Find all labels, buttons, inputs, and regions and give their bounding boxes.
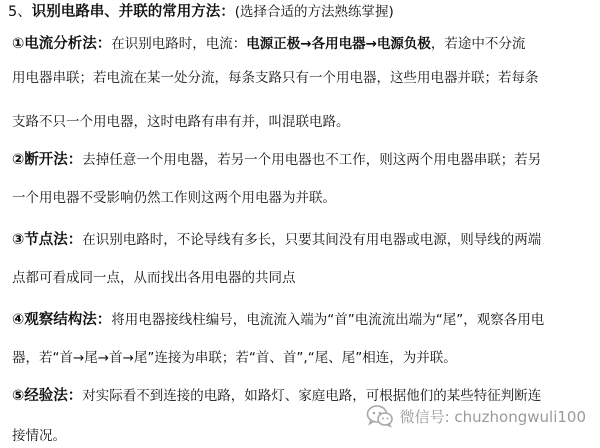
wechat-icon — [366, 404, 394, 428]
method-2-line-1 — [12, 150, 541, 170]
method-4-line-1 — [12, 310, 544, 330]
method-5-line-1 — [12, 386, 541, 406]
method-4-label: ④观察结构法： — [12, 312, 112, 328]
method-3-line-2: 点都可看成同一点，从而找出各用电器的共同点 — [12, 270, 296, 286]
method-1-text-c: ，若途中不分流 — [430, 36, 526, 52]
method-4-line-2: 器，若“首→尾→首→尾”连接为串联；若“首、首”,“尾、尾”相连，为并联。 — [12, 350, 457, 366]
section-note: (选择合适的方法熟练掌握) — [234, 4, 394, 20]
method-5-label: ⑤经验法： — [12, 388, 83, 404]
method-5-line-2: 接情况。 — [12, 428, 66, 444]
section-heading — [8, 2, 394, 22]
method-2-text: 去掉任意一个用电器，若另一个用电器也不工作，则这两个用电器串联；若另 — [82, 152, 542, 168]
method-1-line-1 — [12, 34, 525, 54]
method-3-line-1 — [12, 230, 541, 250]
method-5-text: 对实际看不到连接的电路，如路灯、家庭电路，可根据他们的某些特征判断连 — [82, 388, 542, 404]
method-1-text-a: 在识别电路时，电流： — [111, 36, 247, 52]
method-2-line-2: 一个用电器不受影响仍然工作则这两个用电器为并联。 — [12, 190, 336, 206]
method-1-line-2: 用电器串联；若电流在某一处分流，每条支路只有一个用电器，这些用电器并联；若每条 — [12, 70, 539, 86]
method-4-text: 将用电器接线柱编号，电流流入端为“首”电流流出端为“尾”，观察各用电 — [111, 312, 545, 328]
method-1-label: ①电流分析法： — [12, 36, 112, 52]
section-title: 识别电路串、并联的常用方法： — [31, 4, 235, 20]
section-number: 5、 — [8, 4, 32, 20]
watermark-text: 微信号: chuzhongwuli100 — [399, 407, 586, 426]
wechat-watermark — [366, 404, 586, 428]
method-3-text: 在识别电路时，不论导线有多长，只要其间没有用电器或电源，则导线的两端 — [82, 232, 542, 248]
method-3-label: ③节点法： — [12, 232, 83, 248]
method-1-current-path: 电源正极→各用电器→电源负极 — [246, 36, 431, 52]
method-1-line-3: 支路不只一个用电器，这时电路有串有并，叫混联电路。 — [12, 114, 350, 130]
method-2-label: ②断开法： — [12, 152, 83, 168]
